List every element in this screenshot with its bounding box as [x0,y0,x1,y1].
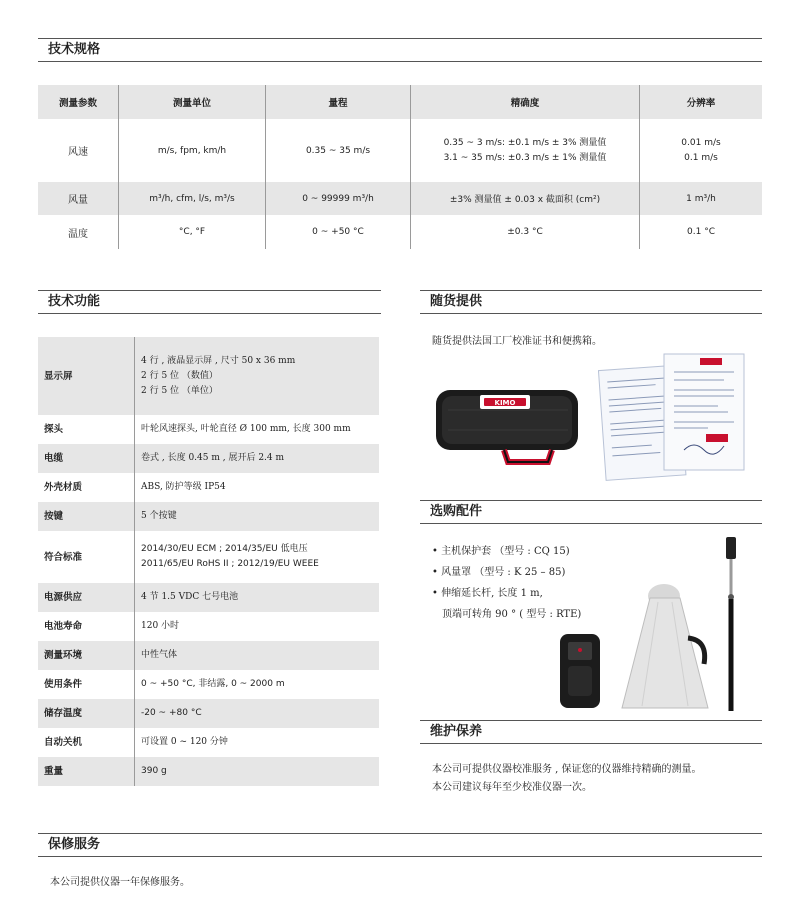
maintenance-text [432,761,702,797]
table-row [38,612,379,641]
row-key: 探头 [38,415,135,444]
row-value: 可设置 0 ~ 120 分钟 [141,737,228,747]
warranty-text: 本公司提供仪器一年保修服务。 [50,877,190,888]
cell-param: 风速 [68,147,88,158]
case-brand-label: KIMO [494,399,516,407]
cell-accuracy: ±0.3 °C [411,215,640,249]
row-key: 符合标准 [38,531,135,583]
maintenance-line: 本公司建议每年至少校准仪器一次。 [432,782,592,793]
list-item [432,604,581,625]
column-header: 测量参数 [38,85,119,119]
row-value [135,531,380,583]
resolution-line: 0.1 m/s [684,152,718,163]
row-key: 电源供应 [38,583,135,612]
column-header: 分辨率 [640,85,763,119]
value-line: 2 行 5 位 （数值） [141,370,218,381]
table-row [38,757,379,786]
telescopic-extension-image [718,535,748,713]
section-header-specs: 技术规格 [38,38,762,62]
section-header-accessories: 选购配件 [420,500,762,524]
protective-sleeve-image [556,632,606,710]
column-header: 量程 [266,85,411,119]
table-row [38,641,379,670]
cell-param: 风量 [38,182,119,215]
table-row [38,583,379,612]
row-key: 测量环境 [38,641,135,670]
row-key: 按键 [38,502,135,531]
row-key: 显示屏 [38,337,135,415]
cell-unit: °C, °F [119,215,266,249]
calibration-certificate-image [598,350,748,482]
accessory-item: 风量罩 （型号 : K 25 – 85) [441,567,566,578]
cell-range: 0 ~ +50 °C [266,215,411,249]
cell-resolution [640,119,763,182]
accessory-item: 主机保护套 （型号 : CQ 15) [441,546,570,557]
cell-range: 0 ~ 99999 m³/h [266,182,411,215]
table-row [38,337,379,415]
row-value: 5 个按键 [135,502,380,531]
row-value [135,337,380,415]
cell-unit: m/s, fpm, km/h [119,119,266,182]
section-header-functions: 技术功能 [38,290,381,314]
row-key: 自动关机 [38,728,135,757]
carrying-case-image [428,370,588,470]
table-row [38,531,379,583]
value-line: 2014/30/EU ECM ; 2014/35/EU 低电压 [141,544,308,554]
list-item: • 伸缩延长杆, 长度 1 m, [432,588,543,599]
section-header-supplied: 随货提供 [420,290,762,314]
section-header-warranty: 保修服务 [38,833,762,857]
accessory-item: 顶端可转角 90 ° ( 型号 : RTE) [442,609,582,620]
row-value: 0 ~ +50 °C, 非结露, 0 ~ 2000 m [141,679,285,689]
cell-resolution: 0.1 °C [640,215,763,249]
row-key: 储存温度 [38,699,135,728]
accuracy-line: 3.1 ~ 35 m/s: ±0.3 m/s ± 1% 测量值 [443,152,607,163]
row-value: 中性气体 [135,641,380,670]
supplied-text: 随货提供法国工厂校准证书和便携箱。 [432,336,602,347]
spec-table [38,85,762,249]
table-row [38,473,379,502]
row-value: 390 g [135,757,380,786]
functions-table [38,337,379,786]
row-value: 卷式 , 长度 0.45 m , 展开后 2.4 m [135,444,380,473]
table-row [38,699,379,728]
accessory-list [432,541,581,625]
value-line: 2011/65/EU RoHS II ; 2012/19/EU WEEE [141,559,319,569]
row-value: ABS, 防护等级 IP54 [141,482,226,492]
row-value: -20 ~ +80 °C [135,699,380,728]
resolution-line: 0.01 m/s [681,137,721,148]
table-row [38,119,762,182]
cell-resolution: 1 m³/h [640,182,763,215]
value-line: 2 行 5 位 （单位） [141,385,218,396]
table-header-row [38,85,762,119]
cell-unit: m³/h, cfm, l/s, m³/s [119,182,266,215]
list-item: • 风量罩 （型号 : K 25 – 85) [432,567,566,578]
table-row [38,670,379,699]
row-value: 4 节 1.5 VDC 七号电池 [135,583,380,612]
row-key: 外壳材质 [38,473,135,502]
column-header: 精确度 [411,85,640,119]
row-key: 电缆 [38,444,135,473]
cell-range: 0.35 ~ 35 m/s [266,119,411,182]
value-line: 4 行 , 液晶显示屏 , 尺寸 50 x 36 mm [141,355,296,366]
row-key: 使用条件 [38,670,135,699]
table-row [38,502,379,531]
table-row [38,182,762,215]
column-header: 测量单位 [119,85,266,119]
cell-accuracy [411,119,640,182]
list-item: • 主机保护套 （型号 : CQ 15) [432,546,570,557]
cell-accuracy: ±3% 测量值 ± 0.03 x 截面积 (cm²) [411,182,640,215]
accuracy-line: 0.35 ~ 3 m/s: ±0.1 m/s ± 3% 测量值 [443,137,607,148]
cell-param: 温度 [68,228,88,240]
row-key: 电池寿命 [38,612,135,641]
accessory-item: 伸缩延长杆, 长度 1 m, [441,588,543,599]
table-row [38,215,762,249]
table-row [38,415,379,444]
maintenance-line: 本公司可提供仪器校准服务 , 保证您的仪器维持精确的测量。 [432,764,702,775]
row-key: 重量 [38,757,135,786]
row-value: 叶轮风速探头, 叶轮直径 Ø 100 mm, 长度 300 mm [141,424,351,434]
table-row [38,728,379,757]
section-header-maintenance: 维护保养 [420,720,762,744]
flow-hood-image [618,580,718,710]
table-row [38,444,379,473]
row-value: 120 小时 [141,621,180,631]
